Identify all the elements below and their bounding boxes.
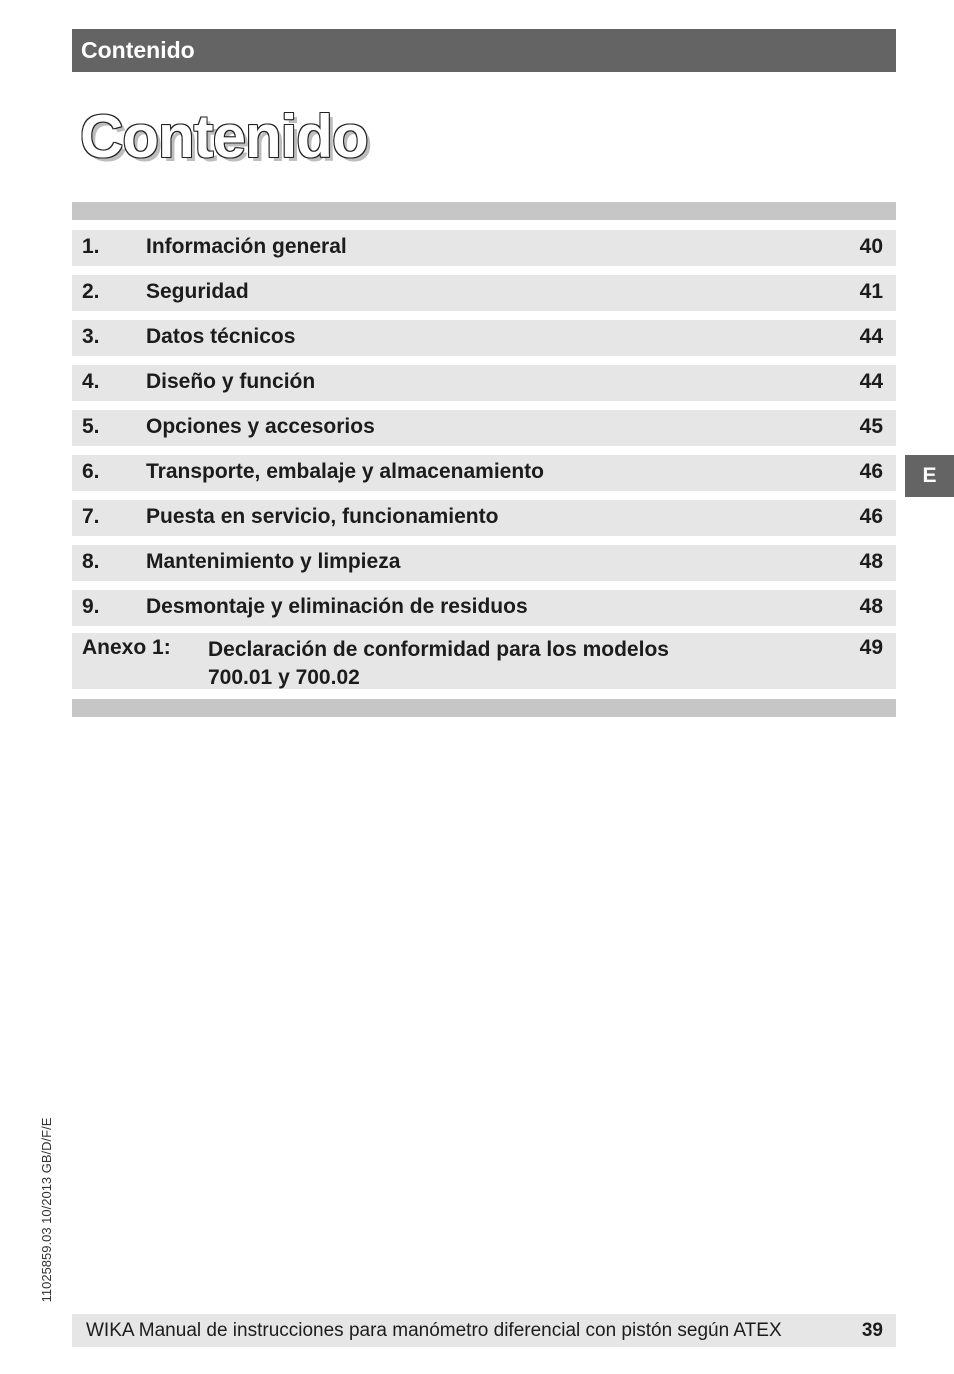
- toc-item-number: 4.: [82, 370, 100, 393]
- toc-item-number: 9.: [82, 595, 100, 618]
- toc-item-page: 48: [859, 550, 883, 573]
- section-header: [72, 29, 896, 72]
- toc-item-title: Diseño y función: [146, 370, 316, 393]
- toc-item-9[interactable]: [72, 590, 896, 626]
- toc-item-number: 7.: [82, 505, 100, 528]
- toc-item-page: 45: [859, 415, 883, 438]
- toc-item-number: 8.: [82, 550, 100, 573]
- toc-item-title: Transporte, embalaje y almacenamiento: [146, 460, 544, 483]
- toc-item-4[interactable]: [72, 365, 896, 401]
- toc-annex-title-line2: 700.01 y 700.02: [208, 666, 360, 689]
- top-divider: [72, 202, 896, 220]
- toc-annex-title-line1: Declaración de conformidad para los modelos: [208, 638, 669, 661]
- toc-item-title: Información general: [146, 235, 347, 258]
- toc-item-page: 41: [859, 280, 883, 303]
- toc-item-number: 1.: [82, 235, 100, 258]
- toc-annex-page: 49: [859, 636, 883, 659]
- table-of-contents: [72, 230, 896, 689]
- toc-item-number: 5.: [82, 415, 100, 438]
- page-number: 39: [861, 1320, 883, 1341]
- language-tab[interactable]: E: [905, 455, 954, 497]
- toc-item-number: 2.: [82, 280, 100, 303]
- toc-item-title: Datos técnicos: [146, 325, 296, 348]
- bottom-divider: [72, 699, 896, 717]
- page-title: Contenido: [80, 103, 368, 170]
- toc-item-page: 40: [859, 235, 883, 258]
- toc-annex-title: [208, 636, 768, 692]
- toc-item-1[interactable]: [72, 230, 896, 266]
- toc-item-3[interactable]: [72, 320, 896, 356]
- section-header-title: Contenido: [81, 37, 195, 63]
- footer: [72, 1314, 896, 1347]
- toc-item-title: Puesta en servicio, funcionamiento: [146, 505, 499, 528]
- toc-item-page: 46: [859, 505, 883, 528]
- toc-annex-number: Anexo 1:: [82, 636, 171, 659]
- toc-item-title: Mantenimiento y limpieza: [146, 550, 401, 573]
- toc-item-title: Seguridad: [146, 280, 249, 303]
- toc-annex-1[interactable]: [72, 633, 896, 689]
- toc-item-title: Opciones y accesorios: [146, 415, 375, 438]
- toc-item-number: 6.: [82, 460, 100, 483]
- footer-text: WIKA Manual de instrucciones para manómetro diferencial con pistón según ATEX: [86, 1320, 782, 1341]
- toc-item-5[interactable]: [72, 410, 896, 446]
- toc-item-page: 48: [859, 595, 883, 618]
- toc-item-page: 44: [859, 370, 883, 393]
- document-code: 11025859.03 10/2013 GB/D/F/E: [39, 1117, 54, 1303]
- toc-item-7[interactable]: [72, 500, 896, 536]
- toc-item-8[interactable]: [72, 545, 896, 581]
- toc-item-number: 3.: [82, 325, 100, 348]
- toc-item-title: Desmontaje y eliminación de residuos: [146, 595, 528, 618]
- toc-item-6[interactable]: [72, 455, 896, 491]
- toc-item-page: 46: [859, 460, 883, 483]
- toc-item-page: 44: [859, 325, 883, 348]
- toc-item-2[interactable]: [72, 275, 896, 311]
